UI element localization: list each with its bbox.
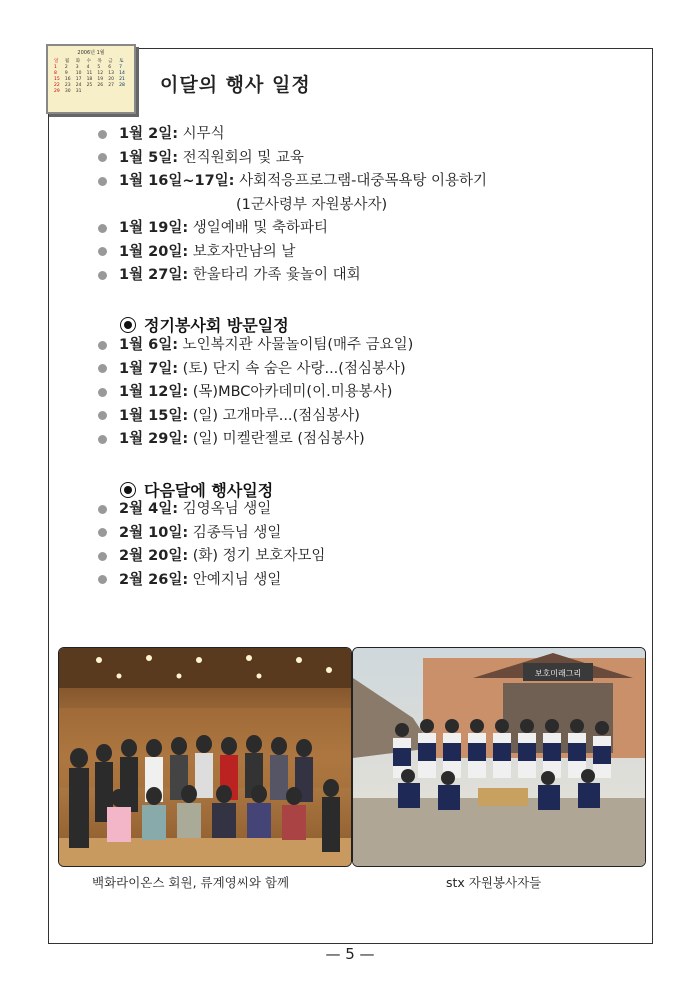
calendar-grid (48, 56, 134, 96)
bullet-icon (98, 341, 107, 350)
calendar-day: 8 (54, 71, 57, 76)
calendar-day: 23 (64, 83, 71, 88)
list-item (98, 170, 487, 217)
calendar-day: 3 (75, 65, 79, 70)
bullet-icon (98, 528, 107, 537)
event-text: (일) 미켈란젤로 (점심봉사) (192, 431, 365, 447)
list-item (98, 123, 487, 147)
bullet-icon (98, 130, 107, 139)
list-item (98, 241, 487, 265)
calendar-day: 19 (97, 77, 104, 82)
calendar-weekday: 목 (97, 59, 102, 64)
calendar-day: 16 (64, 77, 71, 82)
event-date: 2월 4일: (119, 501, 179, 517)
calendar-day: 6 (108, 65, 112, 70)
bullet-icon (98, 271, 107, 280)
calendar-day: 25 (86, 83, 93, 88)
list-item (98, 381, 413, 405)
bullet-icon (98, 247, 107, 256)
event-text: (일) 고개마루...(점심봉사) (192, 407, 360, 424)
calendar-day: 18 (86, 77, 93, 82)
calendar-weekday: 수 (86, 59, 91, 64)
event-text: (토) 단지 속 숨은 사랑...(점심봉사) (182, 360, 406, 377)
event-date: 1월 19일: (119, 220, 189, 236)
photo-caption-stx: stx 자원봉사자들 (446, 875, 542, 890)
group-photo-stx (352, 647, 646, 867)
bullet-icon (98, 411, 107, 420)
next-month-heading-text: 다음달에 행사일정 (144, 481, 274, 500)
calendar-day: 29 (54, 89, 60, 94)
bullet-icon (98, 364, 107, 373)
calendar-day: 15 (54, 77, 60, 82)
calendar-day: 22 (54, 83, 60, 88)
list-item (98, 358, 413, 382)
list-item (98, 498, 325, 522)
calendar-weekday: 금 (108, 59, 113, 64)
bullseye-icon (120, 482, 136, 498)
event-date: 1월 7일: (119, 360, 179, 377)
bullet-icon (98, 388, 107, 397)
group-photo-stx-image (353, 648, 645, 866)
event-date: 1월 29일: (119, 431, 189, 447)
list-item (98, 522, 325, 546)
calendar-day: 17 (75, 77, 82, 82)
event-date: 2월 20일: (119, 548, 189, 564)
event-date: 2월 26일: (119, 571, 189, 588)
list-item (98, 405, 413, 429)
event-date: 1월 15일: (119, 407, 189, 424)
event-text: 시무식 (182, 126, 225, 142)
event-date: 1월 6일: (119, 337, 179, 353)
event-date: 1월 27일: (119, 267, 189, 283)
calendar-day: 7 (119, 65, 123, 70)
calendar-day: 27 (108, 83, 115, 88)
calendar-icon (46, 44, 136, 114)
list-item (98, 545, 325, 569)
event-subtext: (1군사령부 자원봉사자) (236, 196, 388, 213)
event-text: (목)MBC아카데미(이.미용봉사) (192, 384, 393, 400)
page-number: — 5 — (325, 945, 375, 963)
calendar-weekday: 일 (54, 59, 59, 64)
group-photo-lions (58, 647, 352, 867)
calendar-day: 5 (97, 65, 101, 70)
calendar-day: 9 (64, 71, 68, 76)
event-date: 1월 12일: (119, 384, 189, 400)
calendar-day: 1 (54, 65, 57, 70)
bullet-icon (98, 153, 107, 162)
bullet-icon (98, 435, 107, 444)
event-text: 김종득님 생일 (192, 524, 282, 541)
bullet-icon (98, 575, 107, 584)
building-sign-text: 보호미래그리 (534, 669, 582, 678)
event-text: 김영옥님 생일 (182, 501, 272, 517)
event-text: 전직원회의 및 교육 (182, 149, 304, 166)
calendar-day: 28 (119, 83, 125, 88)
volunteer-section-heading (120, 313, 289, 336)
event-text: 한울타리 가족 윷놀이 대회 (192, 267, 361, 283)
list-item (98, 334, 413, 358)
event-date: 1월 16일~17일: (119, 173, 235, 189)
calendar-day: 31 (75, 89, 82, 94)
bullet-icon (98, 224, 107, 233)
photo-caption-lions: 백화라이온스 회원, 류계영씨와 함께 (92, 875, 290, 890)
calendar-day: 14 (119, 71, 125, 76)
event-date: 2월 10일: (119, 524, 189, 541)
volunteer-list (98, 334, 413, 452)
calendar-day: 30 (64, 89, 71, 94)
event-text: 보호자만남의 날 (192, 243, 296, 260)
calendar-day: 12 (97, 71, 104, 76)
calendar-day: 13 (108, 71, 115, 76)
event-text: 사회적응프로그램-대중목욕탕 이용하기 (239, 173, 488, 189)
event-text: 안예지님 생일 (192, 571, 282, 588)
bullet-icon (98, 505, 107, 514)
calendar-day: 24 (75, 83, 82, 88)
group-photo-lions-image (59, 648, 351, 866)
volunteer-heading-text: 정기봉사회 방문일정 (144, 316, 289, 335)
page-title: 이달의 행사 일정 (160, 74, 311, 96)
list-item (98, 264, 487, 288)
bullseye-icon (120, 317, 136, 333)
calendar-month-label: 2006년 1월 (77, 50, 105, 56)
list-item (98, 217, 487, 241)
event-date: 1월 20일: (119, 243, 189, 260)
calendar-day: 11 (86, 71, 93, 76)
calendar-weekday: 월 (64, 59, 70, 64)
calendar-day: 4 (86, 65, 90, 70)
list-item (98, 569, 325, 593)
event-text: 노인복지관 사물놀이팀(매주 금요일) (182, 337, 414, 353)
calendar-day: 20 (108, 77, 115, 82)
calendar-day: 21 (119, 77, 125, 82)
next-month-list (98, 498, 325, 592)
calendar-weekday: 토 (119, 59, 124, 64)
bullet-icon (98, 177, 107, 186)
list-item (98, 147, 487, 171)
event-text: (화) 정기 보호자모임 (192, 548, 326, 564)
calendar-day: 26 (97, 83, 104, 88)
event-date: 1월 2일: (119, 126, 179, 142)
event-text: 생일예배 및 축하파티 (192, 220, 329, 236)
calendar-day: 2 (64, 65, 68, 70)
bullet-icon (98, 552, 107, 561)
list-item (98, 428, 413, 452)
calendar-weekday: 화 (75, 59, 81, 64)
calendar-day: 10 (75, 71, 82, 76)
event-date: 1월 5일: (119, 149, 179, 166)
events-list (98, 123, 487, 288)
